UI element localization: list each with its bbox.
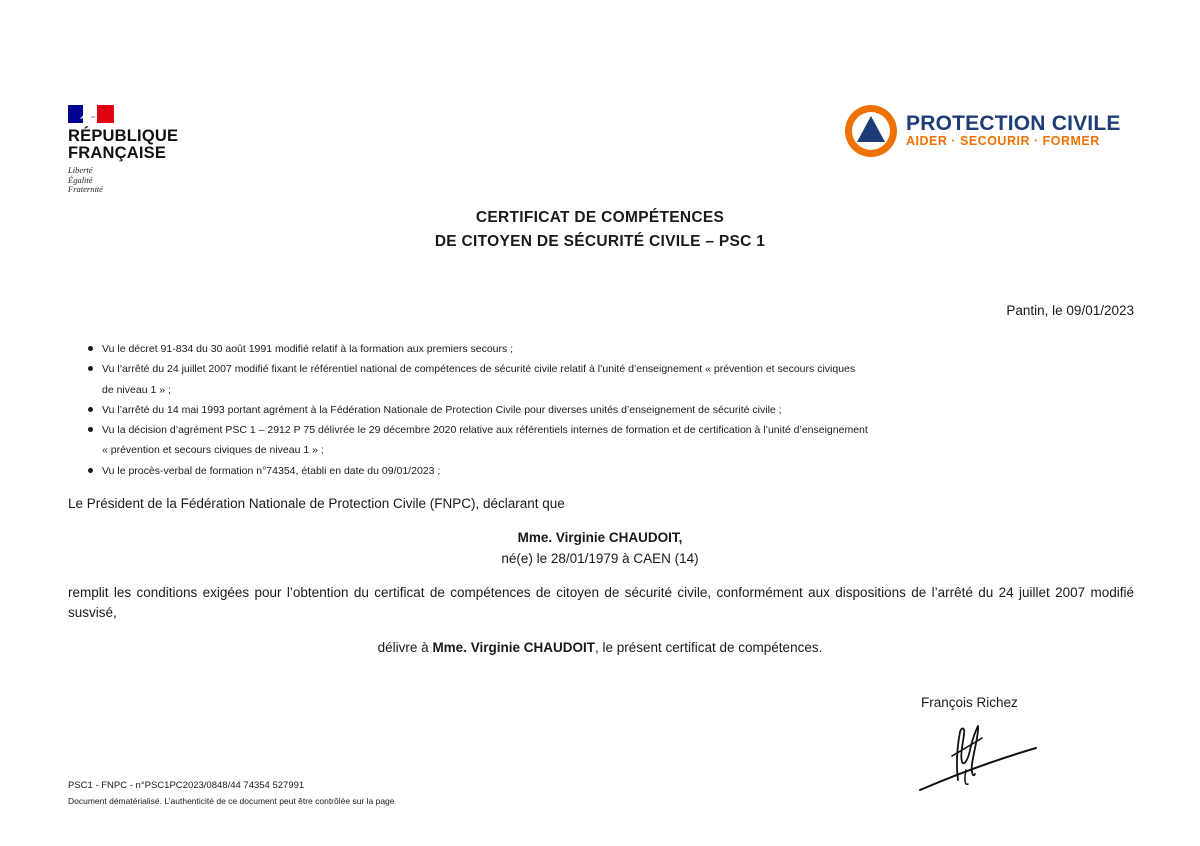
list-item: Vu l’arrêté du 24 juillet 2007 modifié fixant le référentiel national de compétences de sécurité civile relatif à l’unité d’enseignement « prévention et secours civiques de niveau 1 » ;	[88, 359, 938, 400]
protection-civile-tagline: AIDER · SECOURIR · FORMER	[906, 134, 1100, 148]
holder-birth: né(e) le 28/01/1979 à CAEN (14)	[501, 551, 699, 566]
legal-references-list	[88, 339, 938, 481]
republic-name: RÉPUBLIQUE FRANÇAISE	[68, 127, 179, 162]
certificate-title: CERTIFICAT DE COMPÉTENCES DE CITOYEN DE SÉCURITÉ CIVILE – PSC 1	[434, 209, 766, 250]
bullet-icon	[88, 468, 93, 473]
certificate-reference: PSC1 - FNPC - n°PSC1PC2023/0848/44 74354 527991	[68, 780, 305, 791]
authenticity-notice: Document dématérialisé. L’authenticité de ce document peut être contrôlée sur la page	[68, 796, 395, 806]
place-date: Pantin, le 09/01/2023	[1006, 303, 1134, 318]
list-item: Vu l’arrêté du 14 mai 1993 portant agrément à la Fédération Nationale de Protection Civile pour diverses unités d’enseignement de sécurité civile ;	[88, 400, 938, 420]
delivery-holder-name: Mme. Virginie CHAUDOIT	[432, 640, 595, 655]
french-flag-icon	[68, 105, 114, 123]
list-item: Vu le décret 91-834 du 30 août 1991 modifié relatif à la formation aux premiers secours ;	[88, 339, 938, 359]
bullet-icon	[88, 346, 93, 351]
republic-motto: Liberté Égalité Fraternité	[68, 165, 103, 194]
bullet-icon	[88, 407, 93, 412]
delivery-statement: délivre à Mme. Virginie CHAUDOIT, le présent certificat de compétences.	[377, 640, 823, 655]
holder-name: Mme. Virginie CHAUDOIT,	[517, 530, 683, 545]
president-declaration: Le Président de la Fédération Nationale de Protection Civile (FNPC), déclarant que	[68, 496, 565, 511]
republique-francaise-logo	[68, 105, 208, 195]
protection-civile-logo	[844, 104, 1144, 160]
bullet-icon	[88, 366, 93, 371]
protection-civile-title: PROTECTION CIVILE	[906, 112, 1121, 135]
bullet-icon	[88, 427, 93, 432]
protection-civile-triangle-icon	[844, 104, 898, 158]
signer-name: François Richez	[921, 695, 1018, 710]
list-item: Vu le procès-verbal de formation n°74354, établi en date du 09/01/2023 ;	[88, 461, 938, 481]
handwritten-signature	[918, 720, 1042, 796]
conditions-paragraph: remplit les conditions exigées pour l’obtention du certificat de compétences de citoyen de sécurité civile, conformément aux dispositions de l’arrêté du 24 juillet 2007 modifié susvisé,	[68, 585, 1134, 620]
list-item: Vu la décision d’agrément PSC 1 – 2912 P 75 délivrée le 29 décembre 2020 relative aux référentiels internes de formation et de certification à l’unité d’enseignement « prévention et secours civiques de niveau 1 » ;	[88, 420, 938, 461]
